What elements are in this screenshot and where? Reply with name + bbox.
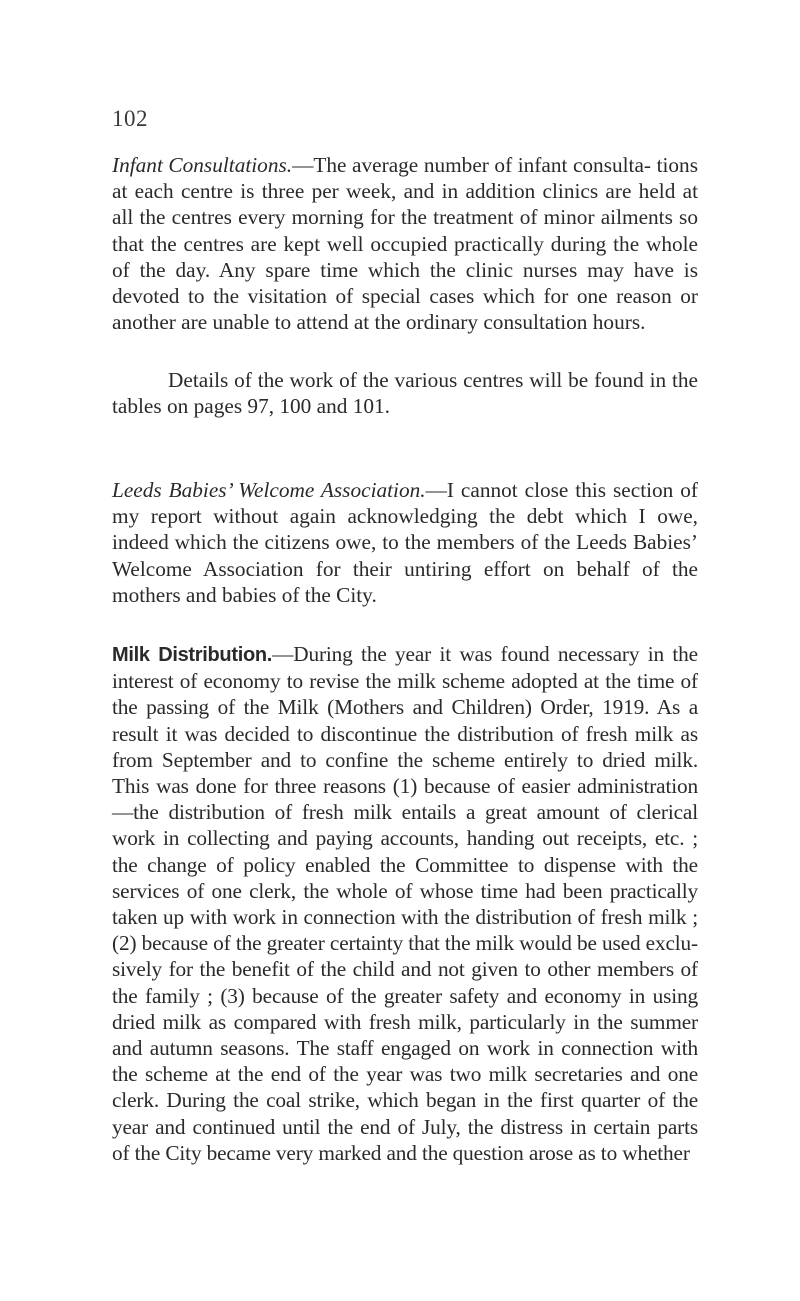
page-number: 102 (112, 106, 148, 131)
paragraph-text: —I cannot close this section of my report without again acknowledging the debt which I owe, indeed which the citizens owe, to the members of the Leeds Babies’ Welcome Association for their untiring effort on behalf of the mothers and babies of the City. (112, 478, 699, 607)
paragraph-infant-consultations (112, 152, 698, 335)
paragraph-milk-distribution (112, 641, 698, 1166)
paragraph-babies-welcome-association (112, 477, 698, 608)
section-heading-milk-distribution: Milk Distribution. (112, 644, 273, 666)
paragraph-centre-details (112, 367, 698, 419)
paragraph-text: —During the year it was found necessary in the interest of economy to revise the milk scheme adopted at the time of the passing of the Milk (Mothers and Children) Order, 1919. As a result it was decided to discontinue the distribution of fresh milk as from September and to confine the scheme entirely to dried milk. This was done for three reasons (1) because of easier administration—the distribution of fresh milk entails a great amount of clerical work in collecting and paying accounts, handing out receipts, etc. ; the change of policy enabled the Committee to dispense with the services of one clerk, the whole of whose time had been practically taken up with work in connection with the distribution of fresh milk ; (2) because of the greater certainty that the milk would be used exclu- sively for the benefit of the child and not given to other members of the family ; (3) because of the greater safety and economy in using dried milk as compared with fresh milk, particularly in the summer and autumn seasons. The staff engaged on work in connection with the scheme at the end of the year was two milk secretaries and one clerk. During the coal strike, which began in the first quarter of the year and continued until the end of July, the distress in certain parts of the City became very marked and the question arose as to whether (112, 642, 698, 1165)
section-heading-infant-consultations: Infant Consultations. (112, 153, 293, 177)
paragraph-text: —The average number of infant consulta- tions at each centre is three per week, and in addition clinics are held at all the centres every morning for the treatment of minor ailments so that the centres are kept well occupied practically during the whole of the day. Any spare time which the clinic nurses may have is devoted to the visitation of special cases which for one reason or another are unable to attend at the ordinary consultation hours. (112, 153, 698, 335)
section-heading-babies-welcome-association: Leeds Babies’ Welcome Association. (112, 478, 426, 502)
paragraph-text: Details of the work of the various centres will be found in the tables on pages 97, 100 and 101. (112, 368, 698, 419)
